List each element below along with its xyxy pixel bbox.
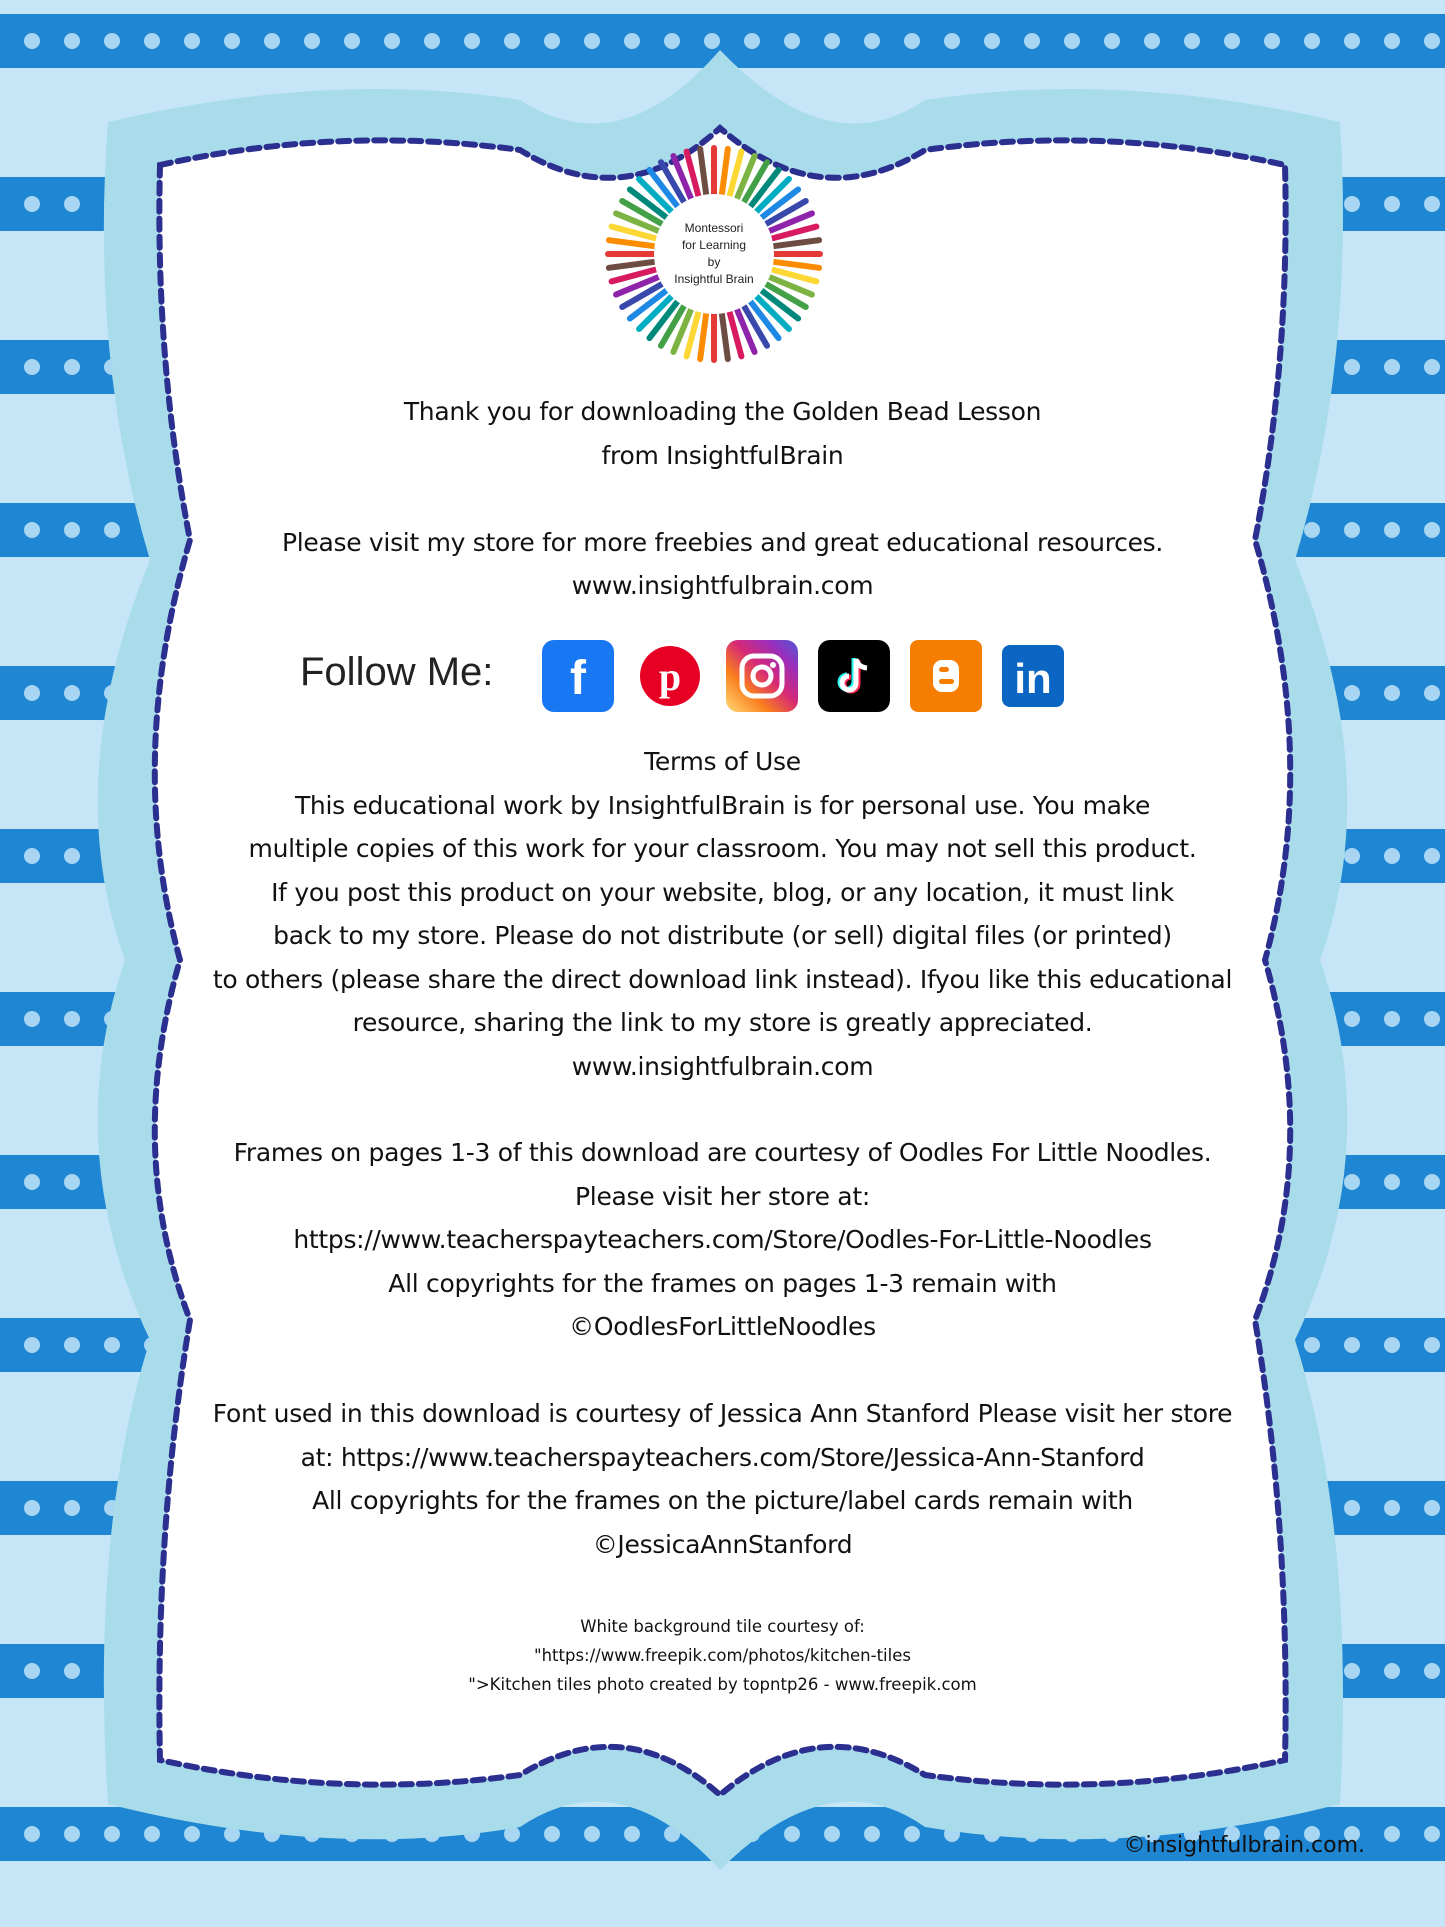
pinterest-icon[interactable]	[634, 640, 706, 712]
frames-credit-line: Please visit her store at:	[575, 1181, 870, 1211]
thank-you-line: from InsightfulBrain	[601, 440, 844, 470]
font-credit-block	[120, 1392, 1325, 1566]
terms-line: to others (please share the direct download link instead). Ifyou like this educational	[212, 964, 1233, 994]
terms-line: resource, sharing the link to my store is greatly appreciated.	[352, 1008, 1093, 1037]
logo-line: Montessori	[684, 221, 744, 235]
frames-credit-line: All copyrights for the frames on pages 1-3 remain with	[388, 1268, 1057, 1298]
terms-line: back to my store. Please do not distribute (or sell) digital files (or printed)	[273, 921, 1172, 950]
svg-text:f: f	[570, 652, 586, 704]
logo-line: for Learning	[681, 238, 747, 252]
footer-copyright: ©insightfulbrain.com.	[1123, 1833, 1365, 1858]
follow-me-label: Follow Me:	[300, 650, 494, 694]
tile-credit-link[interactable]: "https://www.freepik.com/photos/kitchen-tiles	[534, 1646, 911, 1665]
font-copyright: ©JessicaAnnStanford	[592, 1529, 853, 1559]
tile-credit-block	[300, 1612, 1145, 1699]
terms-line: This educational work by InsightfulBrain is for personal use. You make	[294, 790, 1151, 820]
frames-credit-line: Frames on pages 1-3 of this download are courtesy of Oodles For Little Noodles.	[233, 1138, 1212, 1167]
linkedin-icon[interactable]	[1002, 645, 1064, 707]
font-store-link[interactable]: at: https://www.teacherspayteachers.com/Store/Jessica-Ann-Stanford	[300, 1442, 1145, 1472]
tile-credit-line: White background tile courtesy of:	[580, 1617, 865, 1636]
svg-text:p: p	[658, 654, 682, 699]
frames-store-link[interactable]: https://www.teacherspayteachers.com/Store/Oodles-For-Little-Noodles	[293, 1225, 1152, 1254]
terms-heading: Terms of Use	[644, 747, 801, 776]
thank-you-line: Thank you for downloading the Golden Bead Lesson	[403, 397, 1042, 426]
svg-text:in: in	[1014, 655, 1052, 702]
tile-credit-line: ">Kitchen tiles photo created by topntp26 - www.freepik.com	[468, 1675, 977, 1694]
frames-credit-block	[120, 1131, 1325, 1349]
terms-line: If you post this product on your website, blog, or any location, it must link	[271, 877, 1174, 907]
store-link[interactable]: www.insightfulbrain.com	[571, 571, 874, 600]
instagram-icon[interactable]	[726, 640, 798, 712]
facebook-icon[interactable]	[542, 640, 614, 712]
spacer-line	[120, 477, 1325, 521]
frames-copyright: ©OodlesForLittleNoodles	[569, 1312, 876, 1341]
terms-of-use-block	[120, 740, 1325, 1088]
thank-you-block	[120, 390, 1325, 608]
terms-line: multiple copies of this work for your classroom. You may not sell this product.	[248, 834, 1197, 863]
brand-logo	[604, 144, 824, 364]
logo-line: Insightful Brain	[674, 272, 754, 286]
tiktok-icon[interactable]	[818, 640, 890, 712]
font-credit-line: All copyrights for the frames on the picture/label cards remain with	[312, 1486, 1133, 1515]
blogger-icon[interactable]	[910, 640, 982, 712]
visit-store-line: Please visit my store for more freebies and great educational resources.	[281, 527, 1164, 557]
font-credit-line: Font used in this download is courtesy of Jessica Ann Stanford Please visit her store	[212, 1399, 1233, 1428]
terms-store-link[interactable]: www.insightfulbrain.com	[571, 1051, 874, 1081]
logo-line: by	[707, 255, 721, 269]
